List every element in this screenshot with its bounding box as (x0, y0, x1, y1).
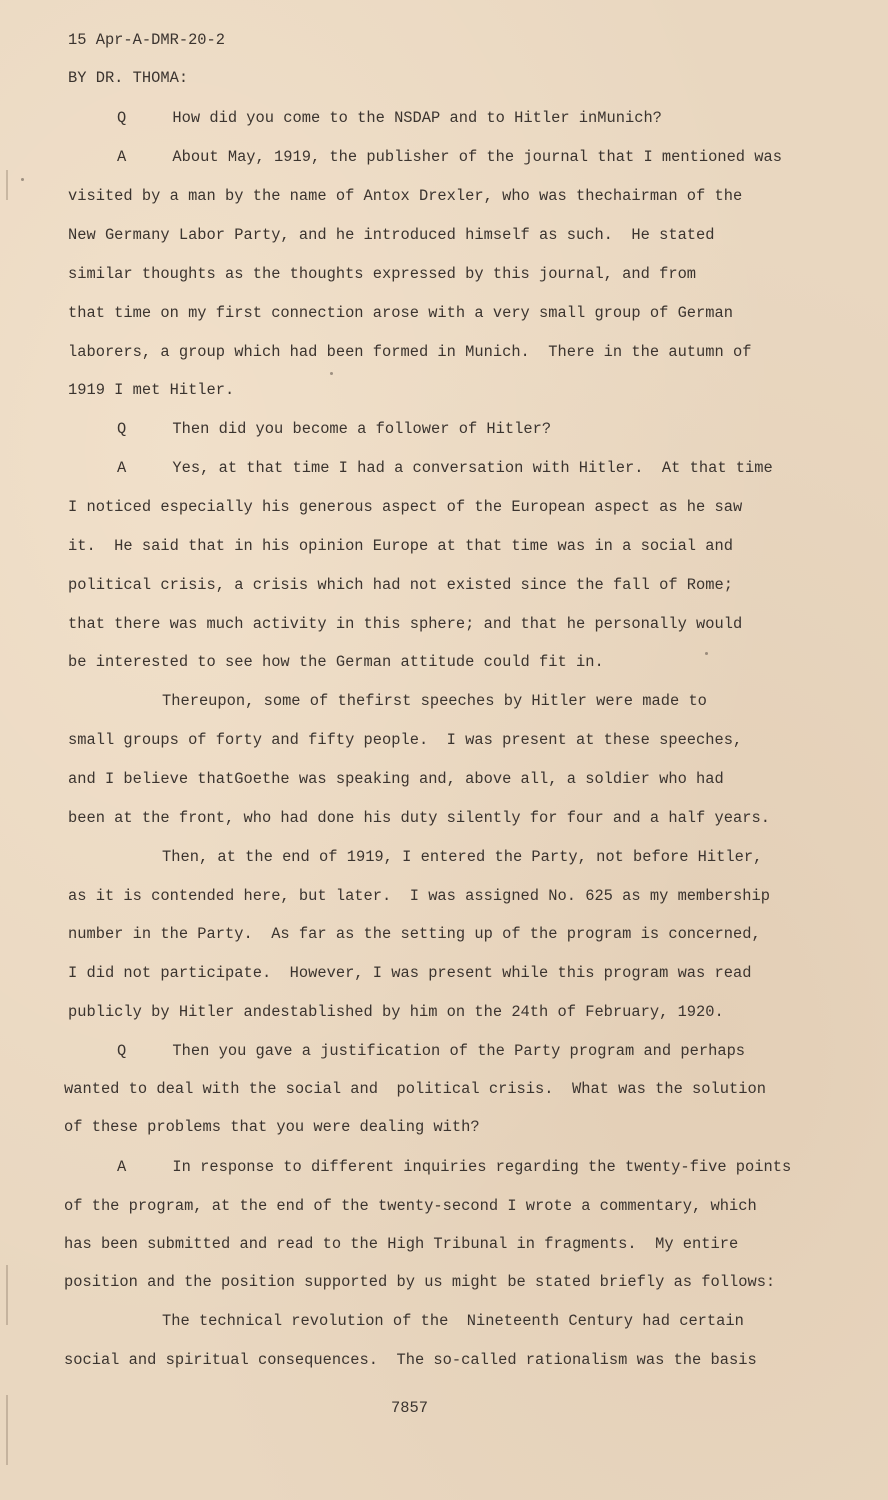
examiner-heading: BY DR. THOMA: (68, 69, 189, 87)
paper-edge-mark (6, 1395, 8, 1465)
transcript-line: Q Then you gave a justification of the Party program and perhaps (117, 1042, 746, 1060)
ink-speck (21, 178, 24, 181)
transcript-line: A Yes, at that time I had a conversation with Hitler. At that time (117, 459, 773, 477)
paper-edge-mark (6, 170, 8, 200)
transcript-line: small groups of forty and fifty people. I was present at these speeches, (68, 731, 743, 749)
transcript-line: Q How did you come to the NSDAP and to Hitler inMunich? (117, 109, 662, 127)
transcript-line: that time on my first connection arose with a very small group of German (68, 304, 733, 322)
transcript-line: The technical revolution of the Nineteenth Century had certain (162, 1312, 744, 1330)
transcript-line: visited by a man by the name of Antox Drexler, who was thechairman of the (68, 187, 743, 205)
transcript-line: position and the position supported by us might be stated briefly as follows: (64, 1273, 776, 1291)
page-number: 7857 (391, 1399, 428, 1417)
transcript-line: publicly by Hitler andestablished by him on the 24th of February, 1920. (68, 1003, 724, 1021)
transcript-line: A In response to different inquiries regarding the twenty-five points (117, 1158, 792, 1176)
transcript-line: social and spiritual consequences. The so-called rationalism was the basis (64, 1351, 757, 1369)
transcript-line: A About May, 1919, the publisher of the journal that I mentioned was (117, 148, 782, 166)
transcript-line: Thereupon, some of thefirst speeches by Hitler were made to (162, 692, 707, 710)
transcript-line: and I believe thatGoethe was speaking and, above all, a soldier who had (68, 770, 724, 788)
paper-edge-mark (6, 1265, 8, 1325)
ink-speck (330, 372, 333, 375)
transcript-line: wanted to deal with the social and political crisis. What was the solution (64, 1080, 766, 1098)
transcript-line: has been submitted and read to the High Tribunal in fragments. My entire (64, 1235, 739, 1253)
transcript-line: Q Then did you become a follower of Hitler? (117, 420, 552, 438)
transcript-line: I did not participate. However, I was present while this program was read (68, 964, 752, 982)
transcript-line: been at the front, who had done his duty silently for four and a half years. (68, 809, 770, 827)
transcript-line: political crisis, a crisis which had not existed since the fall of Rome; (68, 576, 733, 594)
transcript-line: I noticed especially his generous aspect of the European aspect as he saw (68, 498, 743, 516)
transcript-line: that there was much activity in this sphere; and that he personally would (68, 615, 743, 633)
document-id: 15 Apr-A-DMR-20-2 (68, 31, 226, 49)
transcript-line: 1919 I met Hitler. (68, 381, 235, 399)
transcript-line: it. He said that in his opinion Europe at that time was in a social and (68, 537, 733, 555)
transcript-line: as it is contended here, but later. I was assigned No. 625 as my membership (68, 887, 770, 905)
transcript-line: laborers, a group which had been formed in Munich. There in the autumn of (68, 343, 752, 361)
transcript-line: number in the Party. As far as the setting up of the program is concerned, (68, 925, 761, 943)
transcript-line: Then, at the end of 1919, I entered the Party, not before Hitler, (162, 848, 763, 866)
transcript-line: of these problems that you were dealing with? (64, 1118, 480, 1136)
transcript-line: similar thoughts as the thoughts expressed by this journal, and from (68, 265, 697, 283)
transcript-line: be interested to see how the German attitude could fit in. (68, 653, 604, 671)
transcript-line: New Germany Labor Party, and he introduced himself as such. He stated (68, 226, 715, 244)
transcript-line: of the program, at the end of the twenty-second I wrote a commentary, which (64, 1197, 757, 1215)
ink-speck (705, 652, 708, 655)
